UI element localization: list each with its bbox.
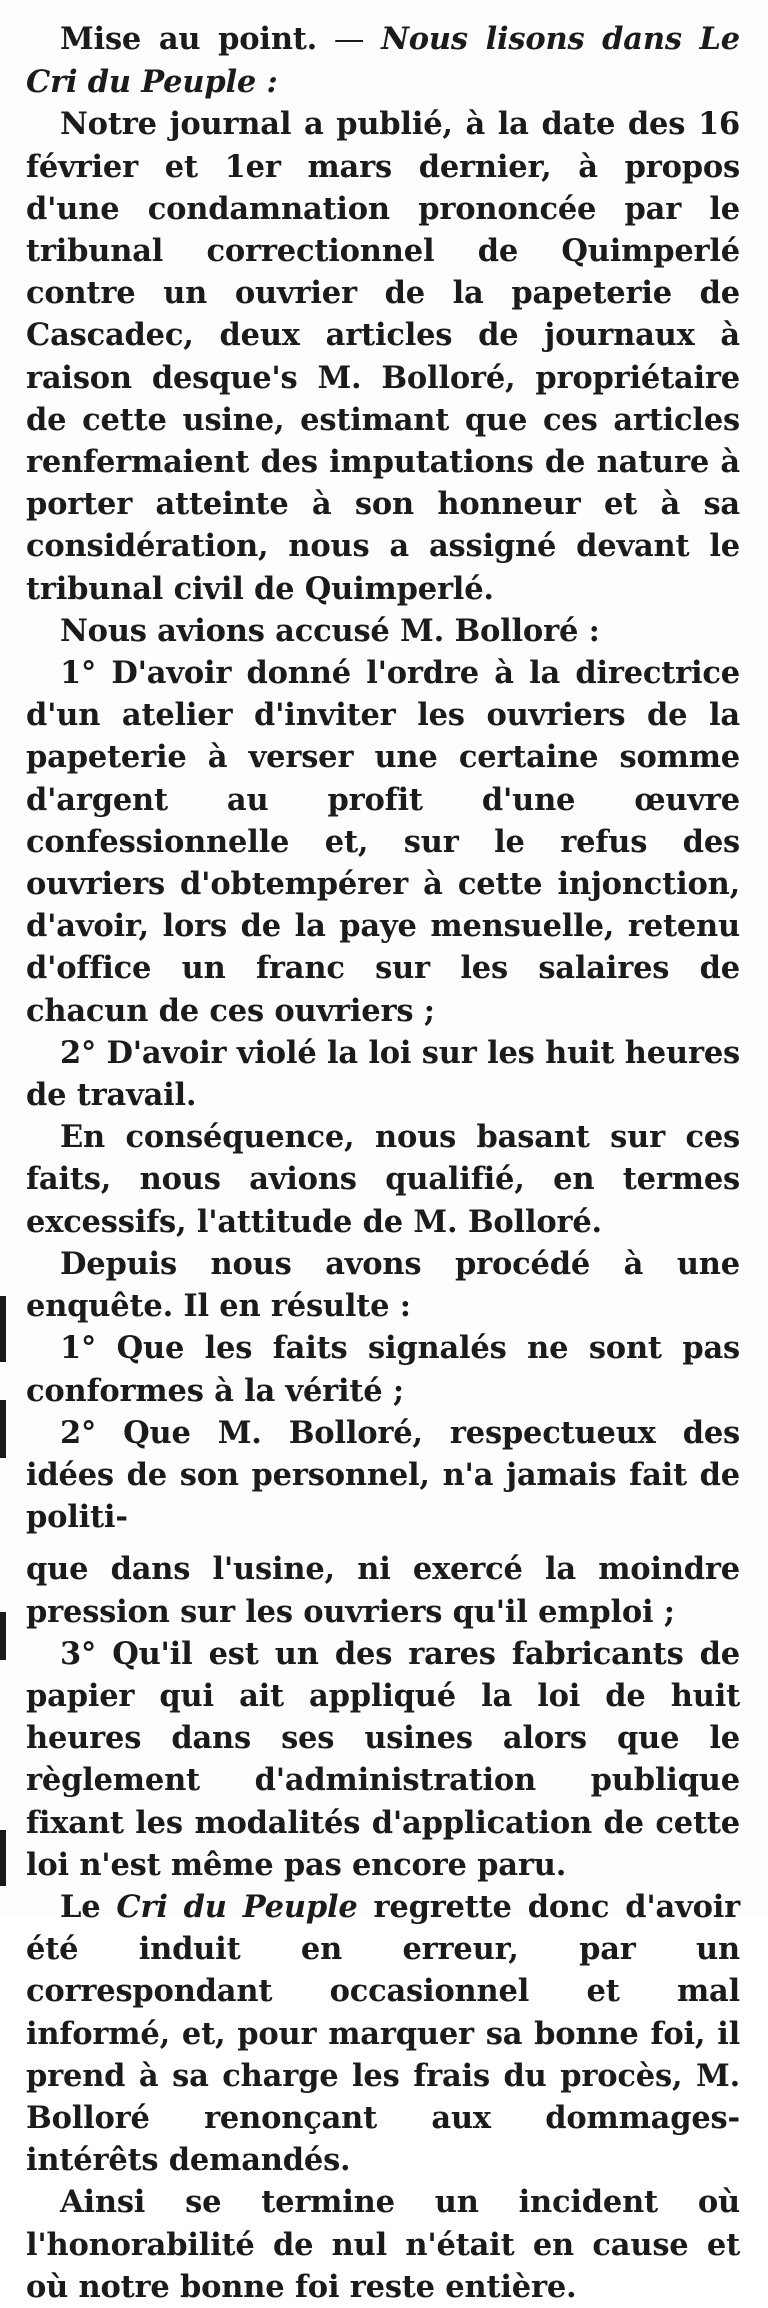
paragraph: Notre journal a publié, à la date des 16 février et 1er mars dernier, à propos d'une condamnation prononcée par le tribunal correctionnel de Quimperlé contre un ouvrier de la papeterie de Cascadec, deux articles de journaux à raison desque's M. Bolloré, propriétaire de cette usine, estimant que ces articles renfermaient des imputations de nature à porter atteinte à son honneur et à sa considération, nous a assigné devant le tribunal civil de Quimperlé. (26, 106, 740, 607)
closing-paragraph: Ainsi se termine un incident où l'honorabilité de nul n'était en cause et où notre bonne foi reste entière. (26, 2184, 740, 2305)
paragraph: que dans l'usine, ni exercé la moindre pression sur les ouvriers qu'il emploi ; (26, 1551, 740, 1630)
paragraph: 1° D'avoir donné l'ordre à la directrice d'un atelier d'inviter les ouvriers de la papeterie à verser une certaine somme d'argent au profit d'une œuvre confessionnelle et, sur le refus des ouvriers d'obtempérer à cette injonction, d'avoir, lors de la paye mensuelle, retenu d'office un franc sur les salaires de chacun de ces ouvriers ; (26, 655, 740, 1029)
article-body (26, 18, 740, 2308)
paragraph: 3° Qu'il est un des rares fabricants de papier qui ait appliqué la loi de huit heures dans ses usines alors que le règlement d'administration publique fixant les modalités d'application de cette loi n'est même pas encore paru. (26, 1635, 740, 1883)
column-gap (26, 1538, 740, 1548)
paragraph (26, 1886, 740, 2181)
heading-dash: — (317, 22, 382, 57)
newspaper-title: Cri du Peuple (116, 1888, 358, 1925)
paragraph: Nous avions accusé M. Bolloré : (60, 612, 600, 649)
paragraph: Depuis nous avons procédé à une enquête. Il en résulte : (26, 1245, 740, 1325)
last-para-prefix: Le (60, 1888, 117, 1925)
article-heading: Mise au point. (60, 21, 318, 57)
intro-quote: Nous lisons dans Le Cri du Peuple : (26, 21, 740, 101)
margin-mark (0, 1296, 6, 1362)
last-para-rest: regrette donc d'avoir été induit en erreur, par un correspondant occasionnel et mal informé, et, pour marquer sa bonne foi, il prend à sa charge les frais du procès, M. Bolloré renonçant aux dommages-intérêts demandés. (26, 1888, 740, 2179)
margin-mark (0, 1612, 6, 1660)
paragraph: 2° D'avoir violé la loi sur les huit heures de travail. (26, 1034, 740, 1114)
paragraph: 1° Que les faits signalés ne sont pas conformes à la vérité ; (26, 1330, 740, 1409)
paragraph: 2° Que M. Bolloré, respectueux des idées de son personnel, n'a jamais fait de politi- (26, 1414, 740, 1536)
margin-mark (0, 1830, 6, 1886)
paragraph: En conséquence, nous basant sur ces faits, nous avions qualifié, en termes excessifs, l'attitude de M. Bolloré. (26, 1119, 740, 1240)
article-intro (26, 18, 740, 103)
margin-mark (0, 1400, 6, 1458)
